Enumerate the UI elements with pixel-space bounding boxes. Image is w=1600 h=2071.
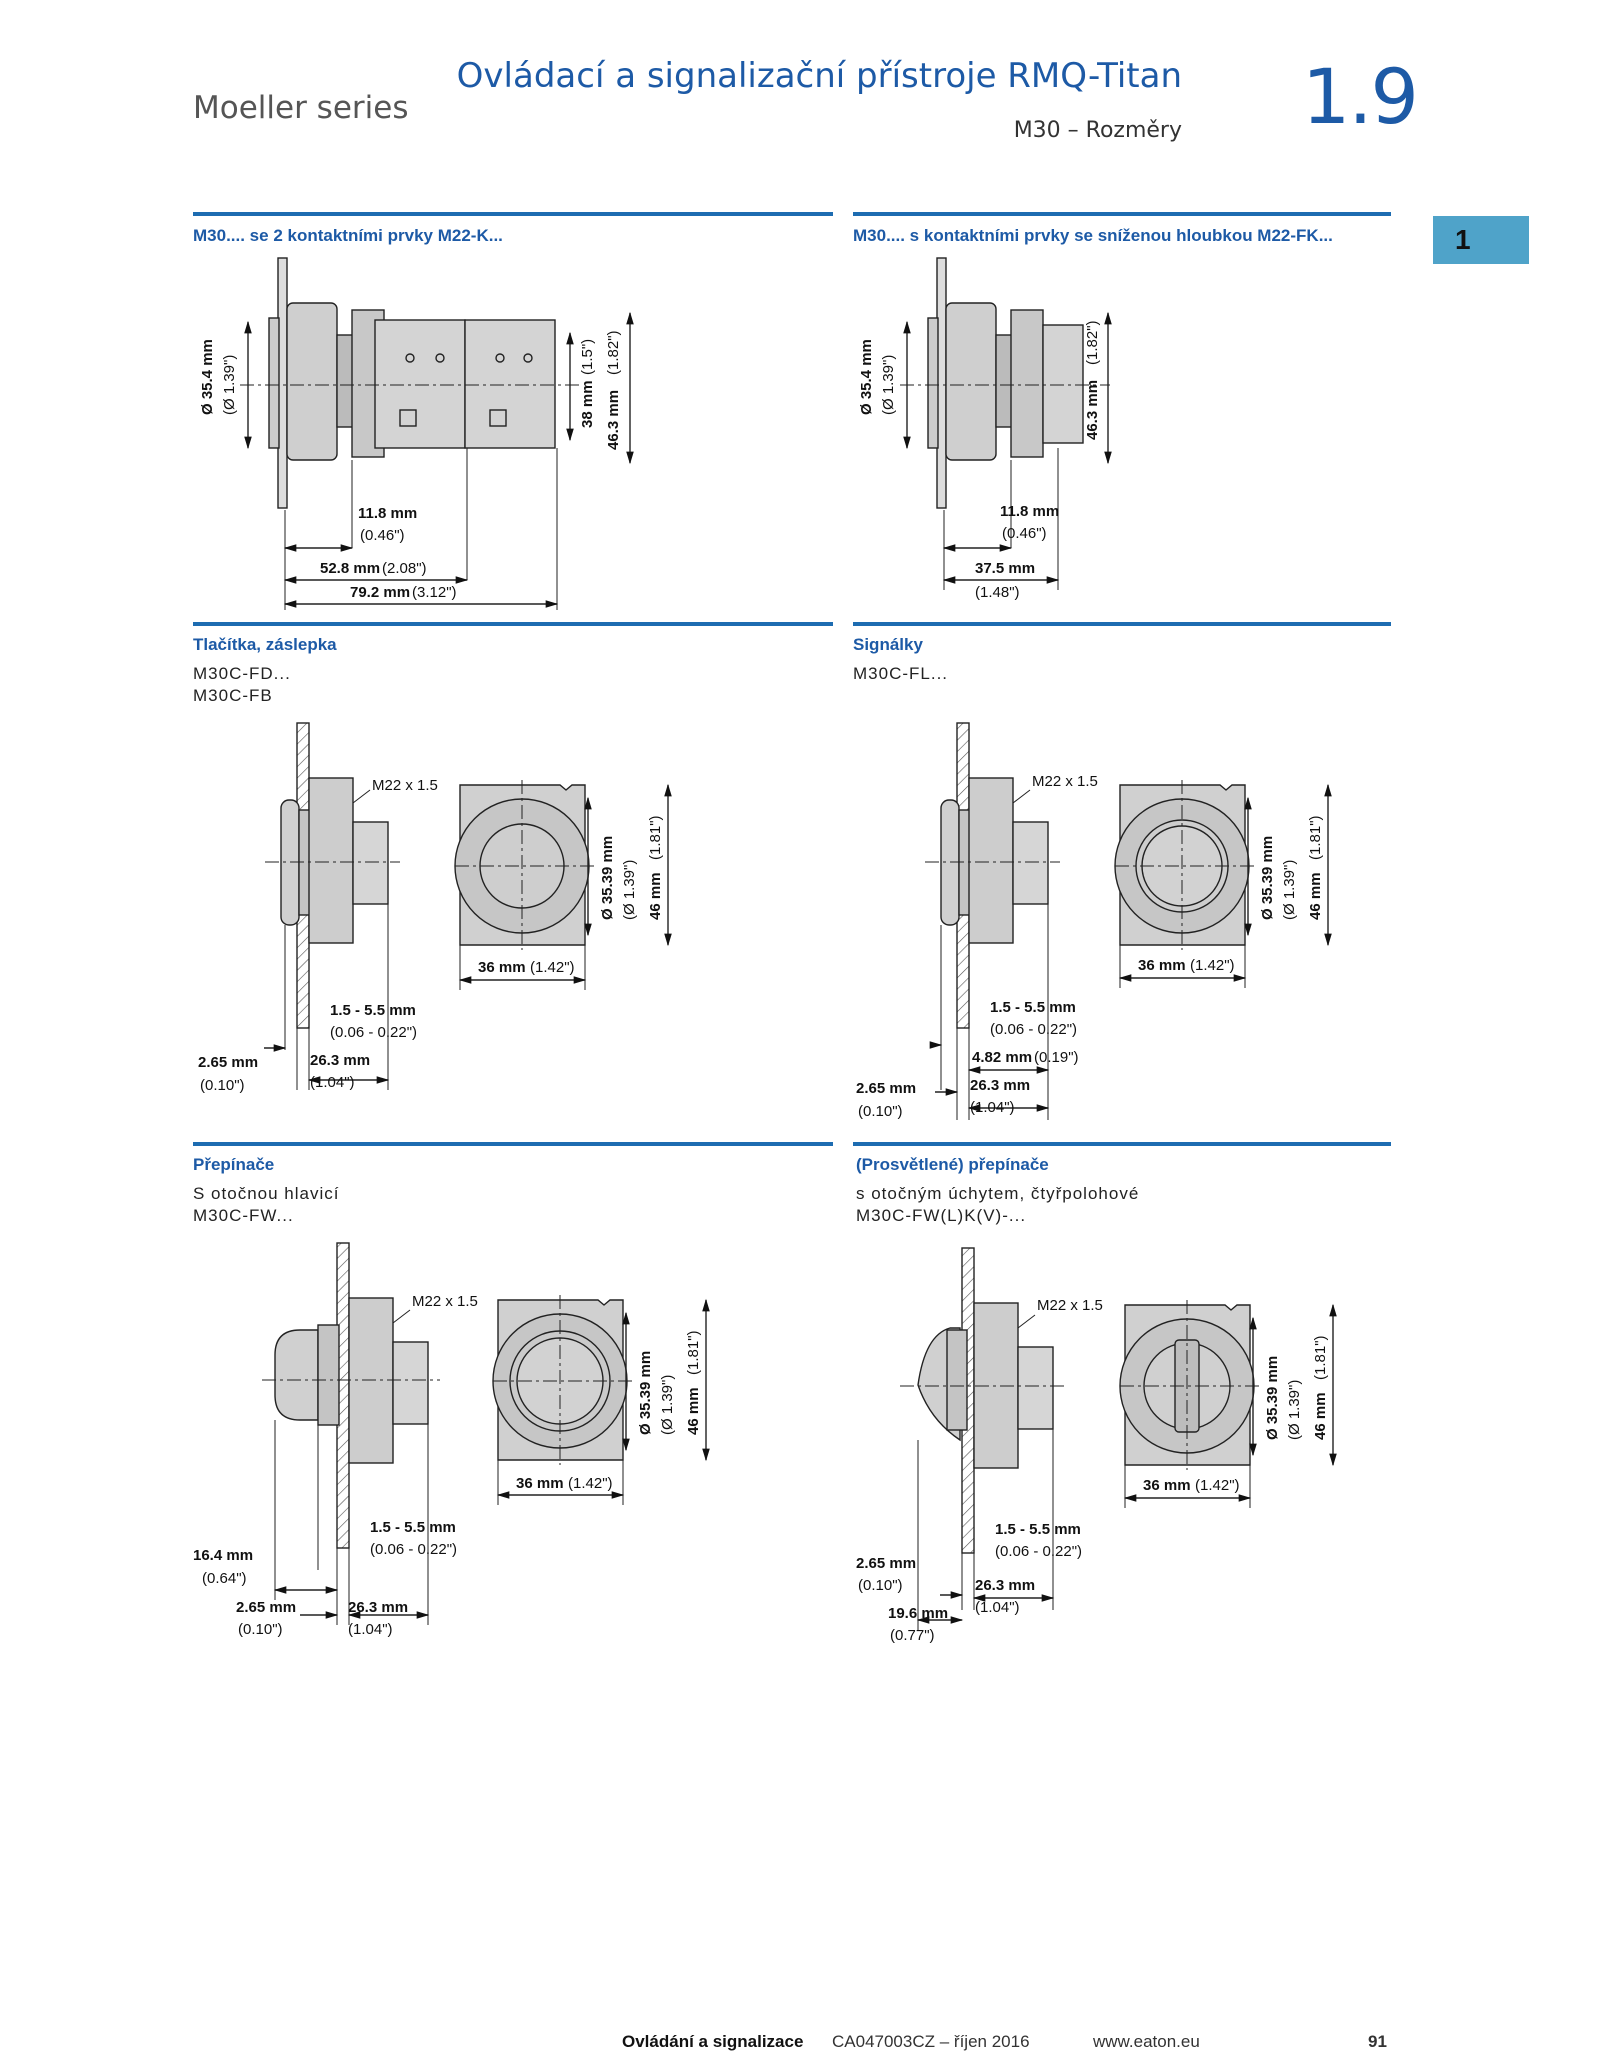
dim-label: 79.2 mm	[350, 584, 411, 601]
dim-label: (0.46")	[1002, 525, 1047, 542]
dim-label: 26.3 mm	[970, 1077, 1031, 1094]
dim-label: 16.4 mm	[193, 1547, 254, 1564]
footer-section-label: Ovládání a signalizace	[622, 2032, 804, 2051]
dim-label: 46 mm	[1307, 872, 1324, 920]
section-title-s5: Přepínače	[193, 1155, 275, 1174]
section-title-s4: Signálky	[853, 635, 923, 654]
dim-label: 38 mm	[579, 380, 596, 428]
dim-label: (0.06 - 0.22")	[370, 1541, 458, 1558]
chapter-number: 1.9	[1302, 52, 1417, 141]
dim-label: (0.06 - 0.22")	[330, 1024, 418, 1041]
dim-label: M22 x 1.5	[1032, 773, 1098, 790]
dim-label: (1.81")	[647, 815, 664, 860]
drawing-s6-labels	[856, 1297, 1329, 1644]
dim-label: (0.10")	[238, 1621, 283, 1638]
dim-label: M22 x 1.5	[1037, 1297, 1103, 1314]
page-title: Ovládací a signalizační přístroje RMQ-Titan	[456, 56, 1182, 96]
dim-label: 2.65 mm	[236, 1599, 297, 1616]
drawing-s4-labels	[856, 773, 1324, 1120]
dim-label: 46 mm	[685, 1387, 702, 1435]
dim-label: (1.42")	[1190, 957, 1235, 974]
dim-label: (1.04")	[310, 1074, 355, 1091]
dim-label: 46 mm	[1312, 1392, 1329, 1440]
dim-label: 36 mm	[1143, 1477, 1191, 1494]
dim-label: Ø 35.39 mm	[637, 1350, 654, 1435]
dim-label: (0.06 - 0.22")	[995, 1543, 1083, 1560]
dim-label: Ø 35.39 mm	[1264, 1355, 1281, 1440]
chapter-tab-label: 1	[1455, 224, 1471, 255]
dim-label: 2.65 mm	[856, 1555, 917, 1572]
dim-label: (1.5")	[579, 338, 596, 375]
dim-label: (1.48")	[975, 584, 1020, 601]
dim-label: 46.3 mm	[605, 389, 622, 450]
dim-label: 11.8 mm	[1000, 503, 1060, 520]
dim-label: (1.04")	[975, 1599, 1020, 1616]
dim-label: 1.5 - 5.5 mm	[330, 1002, 416, 1019]
dim-label: (2.08")	[382, 560, 427, 577]
dim-label: 36 mm	[516, 1475, 564, 1492]
dim-label: Ø 35.4 mm	[199, 339, 216, 415]
dim-label: (1.82")	[1084, 320, 1101, 365]
dim-label: 4.82 mm	[972, 1049, 1033, 1066]
dim-label: (1.82")	[605, 330, 622, 375]
dim-label: (1.42")	[530, 959, 575, 976]
dim-label: (1.42")	[1195, 1477, 1240, 1494]
dim-label: 11.8 mm	[358, 505, 418, 522]
page-subtitle: M30 – Rozměry	[1013, 118, 1182, 143]
dim-label: (Ø 1.39")	[1286, 1379, 1303, 1440]
drawing-s1	[240, 258, 630, 610]
dim-label: 36 mm	[1138, 957, 1186, 974]
section-desc-s5-line1: S otočnou hlavicí	[193, 1184, 340, 1203]
dim-label: (0.10")	[858, 1103, 903, 1120]
section-title-s6: (Prosvětlené) přepínače	[856, 1155, 1049, 1174]
dim-label: (0.06 - 0.22")	[990, 1021, 1078, 1038]
dim-label: Ø 35.4 mm	[858, 339, 875, 415]
footer-catalog: CA047003CZ – říjen 2016	[832, 2032, 1030, 2051]
dim-label: (0.77")	[890, 1627, 935, 1644]
page-number: 91	[1368, 2032, 1387, 2051]
dim-label: (1.42")	[568, 1475, 613, 1492]
series-label: Moeller series	[193, 90, 409, 126]
dim-label: 26.3 mm	[310, 1052, 371, 1069]
dim-label: 46.3 mm	[1084, 379, 1101, 440]
dim-label: (1.81")	[1307, 815, 1324, 860]
dim-label: 26.3 mm	[975, 1577, 1036, 1594]
dim-label: 19.6 mm	[888, 1605, 949, 1622]
dim-label: M22 x 1.5	[372, 777, 438, 794]
dim-label: M22 x 1.5	[412, 1293, 478, 1310]
footer-section	[622, 2032, 803, 2052]
dim-label: 1.5 - 5.5 mm	[990, 999, 1076, 1016]
dim-label: Ø 35.39 mm	[1259, 835, 1276, 920]
dim-label: (Ø 1.39")	[659, 1374, 676, 1435]
dim-label: (0.10")	[200, 1077, 245, 1094]
footer-url[interactable]: www.eaton.eu	[1093, 2032, 1200, 2051]
dim-label: 36 mm	[478, 959, 526, 976]
dim-label: 1.5 - 5.5 mm	[995, 1521, 1081, 1538]
dim-label: (0.46")	[360, 527, 405, 544]
dim-label: (1.81")	[685, 1330, 702, 1375]
dim-label: (Ø 1.39")	[621, 859, 638, 920]
section-desc-s6-line1: s otočným úchytem, čtyřpolohové	[856, 1184, 1140, 1203]
section-title-s2: M30.... s kontaktními prvky se sníženou hloubkou M22-FK...	[853, 226, 1333, 245]
dim-label: 2.65 mm	[198, 1054, 259, 1071]
dim-label: (0.19")	[1034, 1049, 1079, 1066]
section-title-s3: Tlačítka, záslepka	[193, 635, 337, 654]
dim-label: 2.65 mm	[856, 1080, 917, 1097]
dim-label: (Ø 1.39")	[1281, 859, 1298, 920]
section-desc-s5-line2: M30C-FW...	[193, 1206, 294, 1225]
dim-label: (Ø 1.39")	[880, 354, 897, 415]
dim-label: (0.10")	[858, 1577, 903, 1594]
dim-label: 37.5 mm	[975, 560, 1036, 577]
dim-label: Ø 35.39 mm	[599, 835, 616, 920]
section-desc-s4-line1: M30C-FL...	[853, 664, 949, 683]
dim-label: 46 mm	[647, 872, 664, 920]
section-title-s1: M30.... se 2 kontaktními prvky M22-K...	[193, 226, 503, 245]
dim-label: (1.04")	[348, 1621, 393, 1638]
section-desc-s6-line2: M30C-FW(L)K(V)-...	[856, 1206, 1027, 1225]
section-desc-s3-line2: M30C-FB	[193, 686, 273, 705]
drawing-s3-labels	[198, 777, 664, 1094]
section-desc-s3-line1: M30C-FD...	[193, 664, 291, 683]
dim-label: (3.12")	[412, 584, 457, 601]
dim-label: 52.8 mm	[320, 560, 381, 577]
dim-label: 1.5 - 5.5 mm	[370, 1519, 456, 1536]
dim-label: 26.3 mm	[348, 1599, 409, 1616]
dim-label: (Ø 1.39")	[221, 354, 238, 415]
dim-label: (1.81")	[1312, 1335, 1329, 1380]
dim-label: (0.64")	[202, 1570, 247, 1587]
dim-label: (1.04")	[970, 1099, 1015, 1116]
